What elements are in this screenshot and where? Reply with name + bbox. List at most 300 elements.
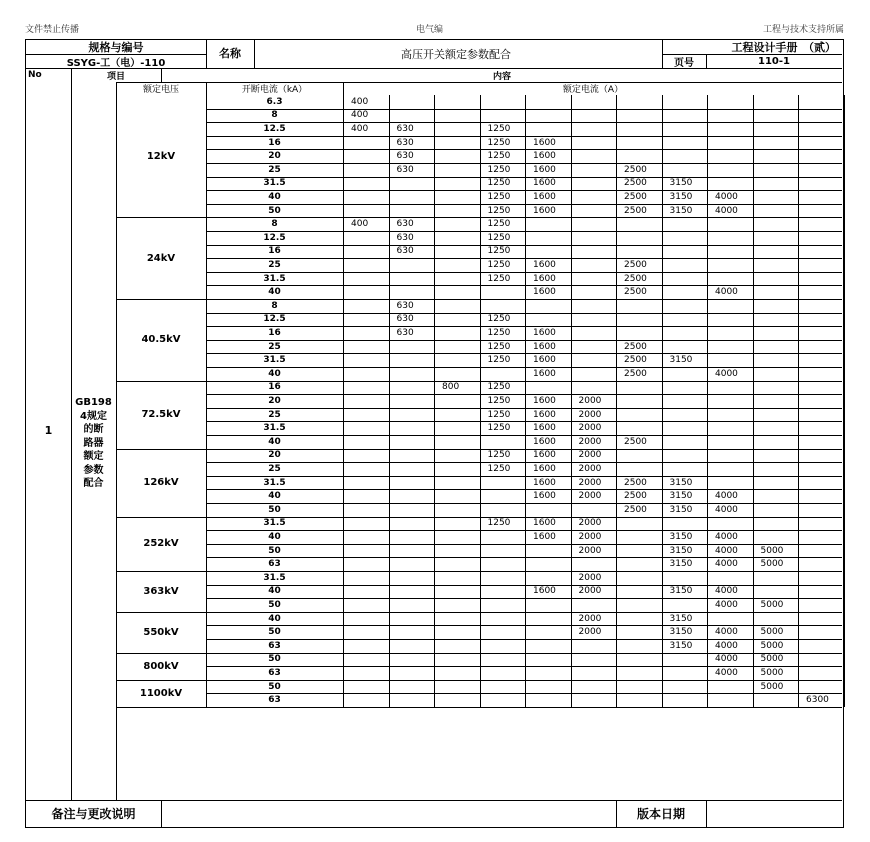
rated-current-cell <box>343 462 389 476</box>
rated-current-cell: 2000 <box>578 545 602 556</box>
remarks-label: 备注与更改说明 <box>51 807 136 821</box>
rated-current-cell: 630 <box>396 137 414 148</box>
rated-current-cell: 630 <box>396 219 414 230</box>
grid-line <box>206 82 207 707</box>
item-line: 额定 <box>83 451 104 462</box>
rated-current-cell <box>798 476 844 490</box>
rated-current-cell: 5000 <box>760 654 784 665</box>
breaking-current-cell: 25 <box>268 164 281 175</box>
rated-current-cell: 3150 <box>669 586 693 597</box>
rated-current-cell <box>798 177 844 191</box>
breaking-current-cell: 16 <box>268 327 281 338</box>
rated-current-cell <box>343 544 389 558</box>
rated-voltage-cell: 24kV <box>146 252 176 264</box>
grid-line <box>662 54 842 55</box>
rated-current-cell <box>616 95 662 109</box>
rated-current-cell: 1250 <box>487 341 511 352</box>
rated-current-cell: 1600 <box>533 327 556 338</box>
rated-current-cell <box>389 462 435 476</box>
rated-current-cell <box>571 109 617 123</box>
breaking-current-cell: 63 <box>268 559 281 570</box>
rated-current-cell <box>571 557 617 571</box>
rated-current-cell <box>343 625 389 639</box>
rated-current-cell: 630 <box>396 246 414 257</box>
rated-current-cell <box>798 231 844 245</box>
rated-current-cell: 400 <box>351 219 369 230</box>
rated-current-cell <box>343 693 389 707</box>
rated-current-cell <box>616 625 662 639</box>
page-number: 110-1 <box>758 55 790 67</box>
rated-current-cell: 5000 <box>760 681 784 692</box>
rated-current-cell <box>434 136 480 150</box>
rated-current-cell: 630 <box>396 164 414 175</box>
rated-current-cell <box>662 517 708 531</box>
rated-current-cell <box>389 340 435 354</box>
breaking-current-cell: 40 <box>268 368 281 379</box>
rated-current-cell <box>434 666 480 680</box>
rated-current-cell <box>707 163 753 177</box>
rated-current-cell <box>753 693 799 707</box>
rated-current-cell <box>707 258 753 272</box>
breaking-current-cell: 8 <box>271 219 278 230</box>
rated-current-cell: 1600 <box>533 436 556 447</box>
rated-current-cell: 4000 <box>715 191 738 202</box>
breaking-current-cell: 50 <box>268 654 281 665</box>
rated-current-cell: 1600 <box>533 259 556 270</box>
breaking-current-cell: 40 <box>268 191 281 202</box>
rated-current-cell <box>662 367 708 381</box>
rated-current-cell: 4000 <box>715 654 738 665</box>
item-line: 路器 <box>83 437 104 449</box>
rated-current-cell: 1600 <box>533 450 556 461</box>
rated-current-cell: 400 <box>351 123 369 134</box>
breaking-current-cell: 31.5 <box>263 518 286 529</box>
rated-current-cell <box>434 449 480 463</box>
rated-current-cell <box>662 340 708 354</box>
rated-current-cell <box>434 503 480 517</box>
rated-current-cell <box>434 367 480 381</box>
rated-current-cell <box>525 544 571 558</box>
rated-current-cell <box>343 408 389 422</box>
top-center-note: 电气编 <box>416 25 444 35</box>
rated-current-cell: 1250 <box>487 382 511 393</box>
grid-line <box>434 95 435 707</box>
rated-current-cell <box>389 476 435 490</box>
rated-current-cell: 2000 <box>578 531 602 542</box>
rated-current-cell <box>389 435 435 449</box>
breaking-current-cell: 20 <box>268 151 281 162</box>
rated-current-cell <box>753 299 799 313</box>
rated-current-cell: 3150 <box>669 205 693 216</box>
rated-current-cell: 1250 <box>487 151 511 162</box>
rated-current-cell: 1600 <box>533 531 556 542</box>
rated-current-cell <box>753 177 799 191</box>
rated-current-cell: 2000 <box>578 491 602 502</box>
rated-current-cell <box>707 149 753 163</box>
rated-current-cell <box>798 462 844 476</box>
rated-current-cell <box>753 449 799 463</box>
rated-current-cell <box>389 449 435 463</box>
rated-current-cell <box>525 666 571 680</box>
rated-current-cell: 3150 <box>669 627 693 638</box>
rated-current-cell <box>434 408 480 422</box>
rated-current-cell <box>389 381 435 395</box>
rated-current-cell <box>798 625 844 639</box>
breaking-current-cell: 25 <box>268 409 281 420</box>
rated-voltage-cell: 1100kV <box>139 687 183 699</box>
rated-current-cell: 2500 <box>624 341 647 352</box>
rated-current-cell: 1250 <box>487 219 511 230</box>
rated-current-cell <box>434 299 480 313</box>
rated-current-cell: 5000 <box>760 640 784 651</box>
rated-current-cell <box>753 585 799 599</box>
rated-current-cell: 630 <box>396 327 414 338</box>
rated-current-cell <box>343 517 389 531</box>
grid-line <box>116 82 842 83</box>
rated-current-cell <box>662 435 708 449</box>
rated-current-cell: 2500 <box>624 368 647 379</box>
rated-current-cell <box>662 693 708 707</box>
rated-current-cell <box>707 272 753 286</box>
grid-line <box>706 54 707 68</box>
rated-current-cell: 4000 <box>715 667 738 678</box>
rated-voltage-cell: 126kV <box>143 477 179 489</box>
rated-current-cell <box>571 639 617 653</box>
rated-current-cell: 800 <box>442 382 460 393</box>
rated-current-cell <box>616 245 662 259</box>
rated-current-cell: 2000 <box>578 572 602 583</box>
rated-current-cell <box>753 530 799 544</box>
grid-line <box>26 68 842 69</box>
rated-current-cell <box>343 190 389 204</box>
rated-current-cell <box>571 680 617 694</box>
rated-voltage-cell: 363kV <box>143 585 179 597</box>
rated-current-cell <box>389 489 435 503</box>
rated-current-cell: 2500 <box>624 178 647 189</box>
breaking-current-cell: 25 <box>268 341 281 352</box>
rated-current-cell <box>662 326 708 340</box>
rated-current-cell: 3150 <box>669 613 693 624</box>
rated-current-cell <box>343 666 389 680</box>
rated-current-cell <box>616 571 662 585</box>
rated-current-cell <box>753 190 799 204</box>
rated-current-cell <box>434 585 480 599</box>
rated-current-cell: 4000 <box>715 368 738 379</box>
breaking-current-cell: 50 <box>268 627 281 638</box>
rated-current-cell <box>571 149 617 163</box>
grid-line <box>161 68 162 82</box>
rated-current-cell: 3150 <box>669 355 693 366</box>
rated-current-cell <box>662 258 708 272</box>
rated-current-cell: 5000 <box>760 627 784 638</box>
rated-current-cell <box>571 653 617 667</box>
rated-current-cell <box>798 217 844 231</box>
rated-current-cell <box>616 299 662 313</box>
rated-current-cell: 1600 <box>533 409 556 420</box>
rated-current-cell: 2500 <box>624 287 647 298</box>
rated-current-cell <box>616 530 662 544</box>
rated-current-cell: 2500 <box>624 259 647 270</box>
breaking-current-cell: 63 <box>268 640 281 651</box>
rated-current-cell <box>616 693 662 707</box>
rated-current-cell <box>798 245 844 259</box>
rated-current-cell <box>434 462 480 476</box>
rated-current-cell <box>662 245 708 259</box>
rated-current-cell <box>389 557 435 571</box>
rated-current-cell: 1600 <box>533 423 556 434</box>
rated-current-cell <box>343 557 389 571</box>
rated-current-cell: 2500 <box>624 191 647 202</box>
grid-line <box>844 95 845 707</box>
rated-current-cell: 1600 <box>533 178 556 189</box>
rated-current-cell <box>798 367 844 381</box>
rated-current-cell <box>616 122 662 136</box>
grid-line <box>707 95 708 707</box>
rated-current-cell: 4000 <box>715 504 738 515</box>
rated-current-cell <box>389 408 435 422</box>
rated-current-cell <box>616 381 662 395</box>
rated-current-cell <box>343 285 389 299</box>
rated-current-cell <box>662 653 708 667</box>
rated-current-cell <box>434 693 480 707</box>
rated-current-cell: 4000 <box>715 545 738 556</box>
rated-current-cell <box>662 680 708 694</box>
rated-current-cell: 1250 <box>487 314 511 325</box>
rated-current-cell <box>616 462 662 476</box>
rated-current-cell <box>662 598 708 612</box>
rated-current-cell <box>434 340 480 354</box>
rated-current-cell <box>753 285 799 299</box>
rated-current-cell <box>480 571 526 585</box>
rated-current-cell <box>798 299 844 313</box>
rated-current-cell <box>434 530 480 544</box>
rated-current-cell <box>753 571 799 585</box>
rated-current-cell <box>798 544 844 558</box>
rated-current-cell <box>798 408 844 422</box>
rated-current-cell: 1250 <box>487 259 511 270</box>
rated-current-cell <box>753 149 799 163</box>
rated-current-cell <box>753 122 799 136</box>
rated-current-cell <box>480 367 526 381</box>
rated-current-cell <box>707 394 753 408</box>
rated-current-cell <box>389 394 435 408</box>
rated-current-cell <box>571 299 617 313</box>
rated-current-cell <box>571 340 617 354</box>
rated-current-cell <box>798 353 844 367</box>
breaking-current-cell: 12.5 <box>263 232 286 243</box>
breaking-current-cell: 40 <box>268 613 281 624</box>
rated-current-cell <box>389 272 435 286</box>
rated-current-cell <box>571 136 617 150</box>
rated-current-cell <box>798 530 844 544</box>
rated-current-cell <box>798 489 844 503</box>
rated-current-cell <box>389 625 435 639</box>
rated-current-cell: 1600 <box>533 205 556 216</box>
rated-current-cell <box>616 653 662 667</box>
rated-current-cell <box>798 190 844 204</box>
rated-voltage-cell: 40.5kV <box>141 334 181 346</box>
rated-current-cell: 1600 <box>533 518 556 529</box>
rated-current-cell <box>662 313 708 327</box>
rated-current-cell <box>753 612 799 626</box>
grid-line <box>662 40 663 68</box>
rated-current-cell: 1600 <box>533 287 556 298</box>
rated-current-cell: 6300 <box>806 695 829 706</box>
rated-current-cell <box>434 245 480 259</box>
rated-current-cell <box>480 503 526 517</box>
grid-line <box>525 95 526 707</box>
rated-current-cell <box>798 653 844 667</box>
rated-current-cell <box>434 489 480 503</box>
rated-current-cell <box>753 258 799 272</box>
rated-current-cell <box>571 381 617 395</box>
rated-current-cell <box>434 258 480 272</box>
rated-current-cell <box>753 245 799 259</box>
rated-current-cell <box>707 177 753 191</box>
breaking-current-cell: 20 <box>268 395 281 406</box>
rated-current-cell: 1250 <box>487 450 511 461</box>
rated-current-cell <box>753 435 799 449</box>
breaking-current-cell: 31.5 <box>263 178 286 189</box>
rated-current-cell <box>571 190 617 204</box>
rated-current-cell <box>707 517 753 531</box>
rated-current-cell <box>571 258 617 272</box>
rated-current-cell <box>616 557 662 571</box>
breaking-current-cell: 8 <box>271 110 278 121</box>
rated-current-cell: 1600 <box>533 273 556 284</box>
grid-line <box>26 54 206 55</box>
rated-current-cell: 4000 <box>715 586 738 597</box>
rated-current-cell <box>343 653 389 667</box>
rated-current-cell <box>434 571 480 585</box>
rated-current-cell <box>343 571 389 585</box>
rated-current-cell: 2000 <box>578 395 602 406</box>
rated-current-cell: 5000 <box>760 545 784 556</box>
grid-line <box>343 82 344 707</box>
rated-current-cell <box>662 217 708 231</box>
rated-current-cell <box>798 109 844 123</box>
rated-current-cell <box>662 408 708 422</box>
rated-current-cell: 1600 <box>533 151 556 162</box>
rated-current-cell <box>707 217 753 231</box>
rated-current-cell: 1250 <box>487 423 511 434</box>
rated-current-cell <box>480 666 526 680</box>
grid-line <box>662 95 663 707</box>
rated-current-cell <box>571 598 617 612</box>
rated-current-cell <box>434 639 480 653</box>
rated-current-cell <box>616 149 662 163</box>
breaking-current-cell: 50 <box>268 681 281 692</box>
rated-current-cell <box>616 639 662 653</box>
rated-current-cell <box>525 653 571 667</box>
rated-current-cell <box>343 163 389 177</box>
breaking-current-cell: 40 <box>268 531 281 542</box>
rated-current-cell <box>434 204 480 218</box>
rated-current-cell: 2000 <box>578 436 602 447</box>
rated-current-cell <box>343 639 389 653</box>
rated-current-cell <box>389 285 435 299</box>
rated-current-cell <box>525 557 571 571</box>
rated-current-cell <box>389 666 435 680</box>
rated-current-cell <box>707 693 753 707</box>
rated-current-cell <box>525 381 571 395</box>
rated-current-cell: 2000 <box>578 477 602 488</box>
rated-current-cell: 1250 <box>487 164 511 175</box>
breaking-current-cell: 16 <box>268 382 281 393</box>
rated-current-cell <box>389 190 435 204</box>
grid-line <box>480 95 481 707</box>
rated-current-cell <box>707 95 753 109</box>
rated-current-cell <box>434 653 480 667</box>
rated-current-cell <box>343 313 389 327</box>
rated-current-cell: 1600 <box>533 491 556 502</box>
rated-current-cell <box>662 299 708 313</box>
breaking-current-cell: 63 <box>268 695 281 706</box>
rated-current-cell <box>434 421 480 435</box>
breaking-current-cell: 63 <box>268 667 281 678</box>
rated-current-cell <box>707 408 753 422</box>
row-number: 1 <box>44 423 53 437</box>
rated-current-cell: 1250 <box>487 395 511 406</box>
rated-current-cell: 3150 <box>669 491 693 502</box>
rated-current-cell <box>434 680 480 694</box>
breaking-current-cell: 50 <box>268 504 281 515</box>
rated-current-cell <box>525 503 571 517</box>
rated-current-cell <box>389 204 435 218</box>
rated-current-cell <box>616 109 662 123</box>
rated-current-cell <box>798 149 844 163</box>
rated-current-cell <box>389 693 435 707</box>
rated-current-cell <box>753 367 799 381</box>
rated-current-cell: 1600 <box>533 586 556 597</box>
rated-current-cell <box>571 503 617 517</box>
rated-current-cell <box>707 313 753 327</box>
rated-current-cell <box>389 177 435 191</box>
rated-current-cell <box>343 204 389 218</box>
grid-line <box>571 95 572 707</box>
rated-current-cell <box>343 258 389 272</box>
manual-label: 工程设计手册 （贰） <box>731 41 836 54</box>
rated-current-cell <box>662 394 708 408</box>
rated-current-cell: 1250 <box>487 327 511 338</box>
rated-current-cell <box>798 571 844 585</box>
rated-current-cell: 4000 <box>715 599 738 610</box>
rated-current-cell <box>707 326 753 340</box>
rated-current-cell <box>480 585 526 599</box>
item-line: GB198 <box>75 397 112 408</box>
rated-current-cell <box>389 258 435 272</box>
rated-current-cell <box>434 163 480 177</box>
rated-current-cell <box>343 353 389 367</box>
rated-current-cell <box>525 217 571 231</box>
rated-current-cell <box>389 544 435 558</box>
rated-current-cell <box>616 666 662 680</box>
rated-current-cell <box>480 557 526 571</box>
rated-current-cell <box>798 285 844 299</box>
grid-line <box>206 40 207 68</box>
rated-current-cell <box>480 653 526 667</box>
rated-current-cell <box>343 299 389 313</box>
page-label: 页号 <box>674 57 694 69</box>
rated-current-cell: 1250 <box>487 273 511 284</box>
rated-current-cell <box>343 489 389 503</box>
rated-current-cell <box>525 122 571 136</box>
rated-current-cell: 2000 <box>578 409 602 420</box>
rated-current-cell <box>753 313 799 327</box>
rated-current-cell <box>343 680 389 694</box>
breaking-current-cell: 12.5 <box>263 123 286 134</box>
rated-current-cell: 2000 <box>578 613 602 624</box>
